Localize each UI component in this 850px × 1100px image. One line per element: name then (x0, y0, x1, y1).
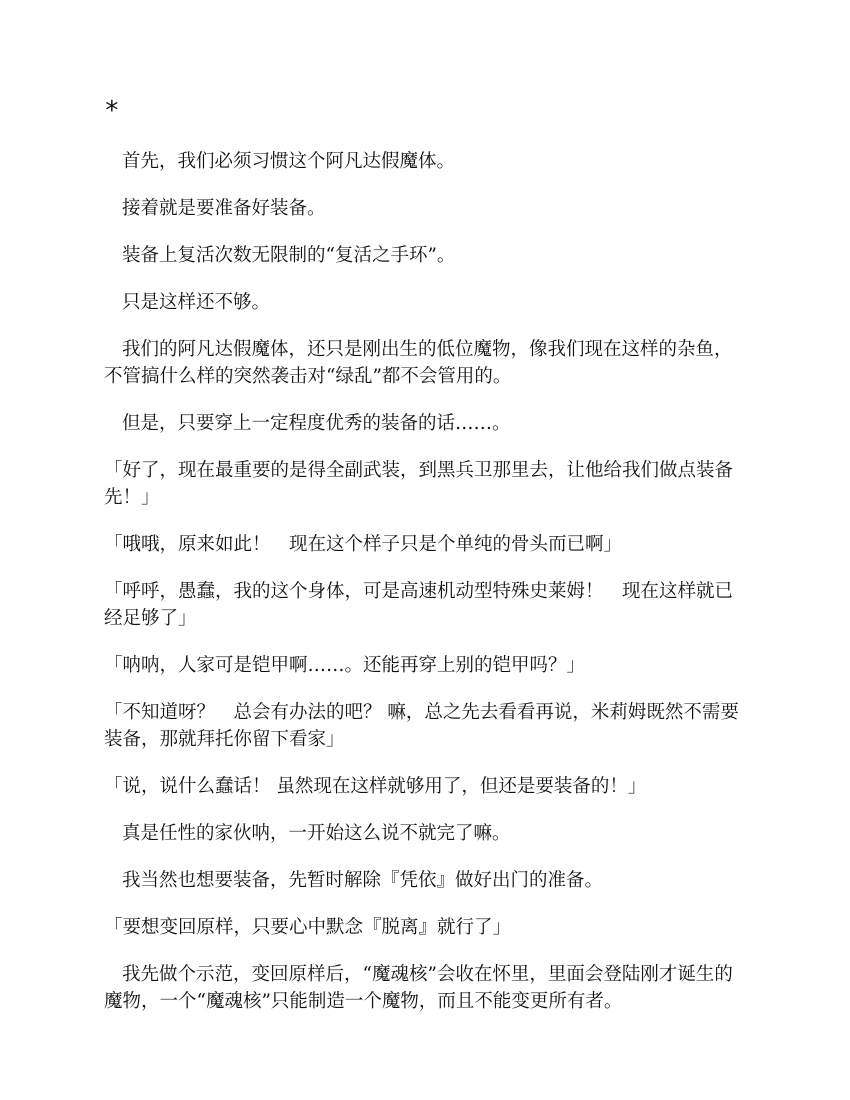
paragraph-6: 但是，只要穿上一定程度优秀的装备的话……。 (122, 413, 511, 434)
paragraph-5: 我们的阿凡达假魔体，还只是刚出生的低位魔物，像我们现在这样的杂鱼，不管搞什么样的突然袭击对“绿乱”都不会管用的。 (104, 339, 733, 387)
dialogue-2: 「哦哦，原来如此！ 现在这个样子只是个单纯的骨头而已啊」 (104, 534, 623, 555)
dialogue-6: 「说，说什么蠢话！ 虽然现在这样就够用了，但还是要装备的！」 (104, 776, 647, 797)
dialogue-1: 「好了，现在最重要的是得全副武装，到黑兵卫那里去，让他给我们做点装备先！」 (104, 460, 734, 508)
section-marker: * (104, 96, 120, 126)
paragraph-1: 首先，我们必须习惯这个阿凡达假魔体。 (122, 151, 456, 172)
paragraph-7: 真是任性的家伙呐，一开始这么说不就完了嘛。 (122, 823, 511, 844)
paragraph-3: 装备上复活次数无限制的“复活之手环”。 (122, 245, 456, 266)
dialogue-5: 「不知道呀？ 总会有办法的吧？ 嘛，总之先去看看再说，米莉姆既然不需要装备，那就拜托你留下看家」 (104, 702, 739, 750)
dialogue-7: 「要想变回原样，只要心中默念『脱离』就行了」 (104, 917, 512, 938)
paragraph-4: 只是这样还不够。 (122, 292, 271, 313)
paragraph-9: 我先做个示范，变回原样后，“魔魂核”会收在怀里，里面会登陆刚才诞生的魔物，一个“魔魂核”只能制造一个魔物，而且不能变更所有者。 (104, 964, 733, 1012)
paragraph-2: 接着就是要准备好装备。 (122, 198, 326, 219)
dialogue-4: 「呐呐，人家可是铠甲啊……。还能再穿上别的铠甲吗？」 (104, 655, 586, 676)
dialogue-3: 「呼呼，愚蠢，我的这个身体，可是高速机动型特殊史莱姆！ 现在这样就已经足够了」 (104, 581, 734, 629)
document-page (104, 96, 750, 1035)
paragraph-8: 我当然也想要装备，先暂时解除『凭依』做好出门的准备。 (122, 870, 604, 891)
